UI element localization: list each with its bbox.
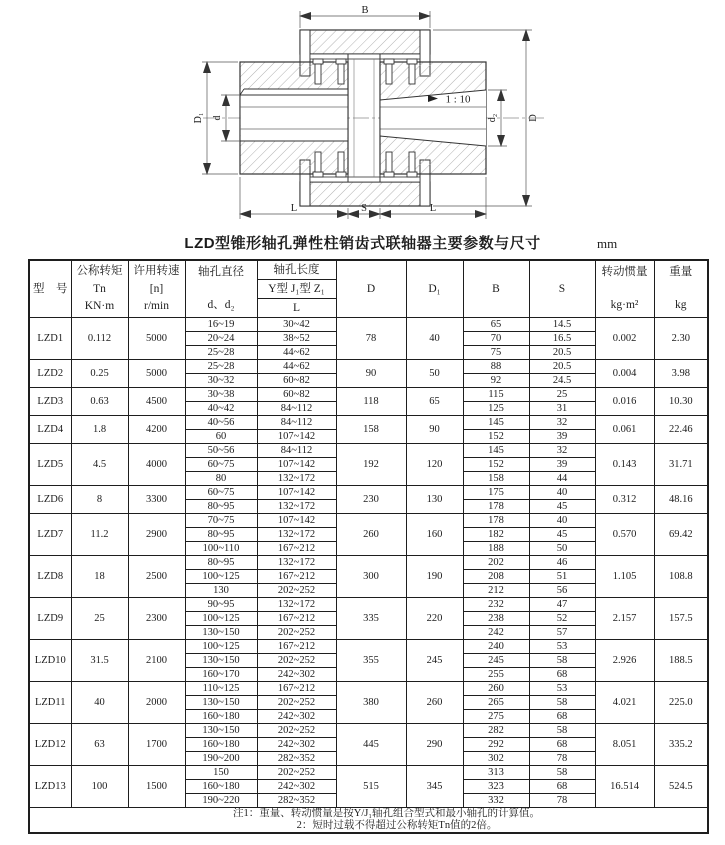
table-row <box>29 598 708 612</box>
bore-diameter-cell: 190~220 <box>185 794 257 808</box>
dim-D1-cell: 345 <box>406 766 463 808</box>
table-row <box>29 416 708 430</box>
inertia-cell: 0.143 <box>595 444 654 486</box>
bore-length-cell: 60~82 <box>257 374 336 388</box>
dim-S-cell: 58 <box>529 654 595 668</box>
dim-B-cell: 238 <box>463 612 529 626</box>
torque-cell: 31.5 <box>71 640 128 682</box>
dim-B-cell: 275 <box>463 710 529 724</box>
dim-D-cell: 118 <box>336 388 406 416</box>
bore-length-cell: 282~352 <box>257 794 336 808</box>
bore-diameter-cell: 40~56 <box>185 416 257 430</box>
inertia-cell: 4.021 <box>595 682 654 724</box>
dim-D1-cell: 50 <box>406 360 463 388</box>
inertia-cell: 2.157 <box>595 598 654 640</box>
dim-D1-cell: 130 <box>406 486 463 514</box>
note-2: 2：短时过载不得超过公称转矩Tn值的2倍。 <box>296 820 498 831</box>
dim-B-cell: 282 <box>463 724 529 738</box>
dim-B-cell: 178 <box>463 500 529 514</box>
sleeve-top <box>300 30 430 54</box>
unit-label: mm <box>597 236 618 251</box>
dim-S-cell: 68 <box>529 710 595 724</box>
speed-cell: 1700 <box>128 724 185 766</box>
dim-D-cell: 90 <box>336 360 406 388</box>
dim-S-cell: 25 <box>529 388 595 402</box>
model-cell: LZD3 <box>29 388 71 416</box>
technical-drawing <box>0 0 725 230</box>
dim-B-cell: 115 <box>463 388 529 402</box>
dim-B-cell: 70 <box>463 332 529 346</box>
dim-S-cell: 24.5 <box>529 374 595 388</box>
dim-B-cell: 332 <box>463 794 529 808</box>
weight-cell: 335.2 <box>654 724 708 766</box>
bore-length-cell: 167~212 <box>257 640 336 654</box>
torque-cell: 11.2 <box>71 514 128 556</box>
speed-cell: 2100 <box>128 640 185 682</box>
bore-diameter-cell: 80~95 <box>185 500 257 514</box>
speed-cell: 2000 <box>128 682 185 724</box>
weight-cell: 225.0 <box>654 682 708 724</box>
dim-B-cell: 313 <box>463 766 529 780</box>
bore-length-cell: 84~112 <box>257 444 336 458</box>
model-cell: LZD9 <box>29 598 71 640</box>
bore-length-cell: 202~252 <box>257 724 336 738</box>
inertia-cell: 0.061 <box>595 416 654 444</box>
bore-length-cell: 132~172 <box>257 528 336 542</box>
weight-cell: 2.30 <box>654 318 708 360</box>
torque-cell: 63 <box>71 724 128 766</box>
dim-S-cell: 31 <box>529 402 595 416</box>
col-header-inertia: 转动惯量 kg·m² <box>595 260 654 318</box>
dim-label-B: B <box>361 5 369 16</box>
inertia-cell: 16.514 <box>595 766 654 808</box>
col-header-D1: D₁ <box>406 260 463 318</box>
col-header-B: B <box>463 260 529 318</box>
table-row <box>29 444 708 458</box>
weight-cell: 31.71 <box>654 444 708 486</box>
note-1: 注1：重量、转动惯量是按Y/J₁轴孔组合型式和最小轴孔的计算值。 <box>233 808 540 819</box>
dim-S-cell: 51 <box>529 570 595 584</box>
bore-length-cell: 132~172 <box>257 598 336 612</box>
bore-diameter-cell: 30~32 <box>185 374 257 388</box>
dim-D1-cell: 160 <box>406 514 463 556</box>
inertia-cell: 0.570 <box>595 514 654 556</box>
taper-label: 1 : 10 <box>445 93 471 106</box>
bore-length-cell: 202~252 <box>257 654 336 668</box>
table-row <box>29 318 708 332</box>
dim-D1-cell: 65 <box>406 388 463 416</box>
weight-cell: 3.98 <box>654 360 708 388</box>
bore-length-cell: 242~302 <box>257 780 336 794</box>
dim-S-cell: 44 <box>529 472 595 486</box>
dim-B-cell: 188 <box>463 542 529 556</box>
speed-cell: 5000 <box>128 360 185 388</box>
bore-length-cell: 132~172 <box>257 556 336 570</box>
model-cell: LZD6 <box>29 486 71 514</box>
dim-B-cell: 65 <box>463 318 529 332</box>
coupling-drawing <box>0 0 725 230</box>
table-row <box>29 388 708 402</box>
dim-S-cell: 53 <box>529 640 595 654</box>
speed-cell: 4500 <box>128 388 185 416</box>
bore-diameter-cell: 90~95 <box>185 598 257 612</box>
model-cell: LZD8 <box>29 556 71 598</box>
notes-row <box>29 808 708 834</box>
bore-diameter-cell: 60~75 <box>185 458 257 472</box>
bore-length-cell: 107~142 <box>257 458 336 472</box>
bore-diameter-cell: 160~180 <box>185 780 257 794</box>
bore-diameter-cell: 80~95 <box>185 556 257 570</box>
col-header-weight: 重量 kg <box>654 260 708 318</box>
left-hub <box>240 62 348 174</box>
model-cell: LZD4 <box>29 416 71 444</box>
bore-length-cell: 30~42 <box>257 318 336 332</box>
page-title: LZD型锥形轴孔弹性柱销齿式联轴器主要参数与尺寸 <box>184 235 541 252</box>
bore-length-cell: 132~172 <box>257 472 336 486</box>
bore-length-cell: 84~112 <box>257 402 336 416</box>
bore-length-cell: 202~252 <box>257 696 336 710</box>
dim-B-cell: 242 <box>463 626 529 640</box>
dim-S-cell: 52 <box>529 612 595 626</box>
sleeve-top-lip <box>310 54 420 59</box>
dim-label-L-left: L <box>290 203 298 214</box>
dim-D1-cell: 90 <box>406 416 463 444</box>
dim-D-cell: 78 <box>336 318 406 360</box>
bore-length-cell: 202~252 <box>257 584 336 598</box>
bore-length-cell: 167~212 <box>257 570 336 584</box>
bore-length-cell: 167~212 <box>257 612 336 626</box>
bore-diameter-cell: 100~125 <box>185 570 257 584</box>
dim-B-cell: 302 <box>463 752 529 766</box>
bore-length-cell: 38~52 <box>257 332 336 346</box>
weight-cell: 69.42 <box>654 514 708 556</box>
bore-length-cell: 84~112 <box>257 416 336 430</box>
dim-S-cell: 53 <box>529 682 595 696</box>
dim-S-cell: 32 <box>529 416 595 430</box>
model-cell: LZD12 <box>29 724 71 766</box>
dim-B-cell: 208 <box>463 570 529 584</box>
dim-D1-cell: 290 <box>406 724 463 766</box>
dim-B-cell: 178 <box>463 514 529 528</box>
spec-table-body <box>29 318 708 808</box>
weight-cell: 188.5 <box>654 640 708 682</box>
torque-cell: 100 <box>71 766 128 808</box>
dim-B-cell: 255 <box>463 668 529 682</box>
bore-diameter-cell: 130~150 <box>185 696 257 710</box>
speed-cell: 1500 <box>128 766 185 808</box>
torque-cell: 8 <box>71 486 128 514</box>
torque-cell: 40 <box>71 682 128 724</box>
dim-label-D: D <box>528 114 539 122</box>
dim-B-cell: 323 <box>463 780 529 794</box>
torque-cell: 4.5 <box>71 444 128 486</box>
table-row <box>29 724 708 738</box>
model-cell: LZD1 <box>29 318 71 360</box>
dim-S-cell: 39 <box>529 458 595 472</box>
col-header-bore-diameter: 轴孔直径 d、d₂ <box>185 260 257 318</box>
bore-diameter-cell: 110~125 <box>185 682 257 696</box>
dim-D-cell: 300 <box>336 556 406 598</box>
col-header-speed: 许用转速 [n] r/min <box>128 260 185 318</box>
dim-S-cell: 68 <box>529 780 595 794</box>
weight-cell: 524.5 <box>654 766 708 808</box>
bore-length-cell: 44~62 <box>257 360 336 374</box>
speed-cell: 4200 <box>128 416 185 444</box>
dim-B-cell: 260 <box>463 682 529 696</box>
bore-diameter-cell: 130 <box>185 584 257 598</box>
bore-diameter-cell: 130~150 <box>185 724 257 738</box>
bore-diameter-cell: 30~38 <box>185 388 257 402</box>
dim-B-cell: 292 <box>463 738 529 752</box>
bore-length-cell: 242~302 <box>257 710 336 724</box>
speed-cell: 5000 <box>128 318 185 360</box>
dim-B-cell: 240 <box>463 640 529 654</box>
bore-length-cell: 242~302 <box>257 738 336 752</box>
speed-cell: 2500 <box>128 556 185 598</box>
bore-diameter-cell: 160~180 <box>185 738 257 752</box>
dim-D1-cell: 245 <box>406 640 463 682</box>
dim-B-cell: 88 <box>463 360 529 374</box>
bore-length-cell: 107~142 <box>257 514 336 528</box>
bore-diameter-cell: 160~170 <box>185 668 257 682</box>
bore-diameter-cell: 40~42 <box>185 402 257 416</box>
bore-diameter-cell: 60~75 <box>185 486 257 500</box>
bore-diameter-cell: 25~28 <box>185 360 257 374</box>
dim-S-cell: 58 <box>529 724 595 738</box>
col-header-S: S <box>529 260 595 318</box>
speed-cell: 2900 <box>128 514 185 556</box>
model-cell: LZD7 <box>29 514 71 556</box>
dim-B-cell: 175 <box>463 486 529 500</box>
inertia-cell: 0.004 <box>595 360 654 388</box>
table-row <box>29 360 708 374</box>
dim-B-cell: 245 <box>463 654 529 668</box>
bore-diameter-cell: 25~28 <box>185 346 257 360</box>
sleeve-bottom-lip <box>310 177 420 182</box>
bore-diameter-cell: 80 <box>185 472 257 486</box>
bore-diameter-cell: 50~56 <box>185 444 257 458</box>
bore-length-cell: 242~302 <box>257 668 336 682</box>
dim-B-cell: 265 <box>463 696 529 710</box>
bore-length-cell: 167~212 <box>257 542 336 556</box>
dim-S-cell: 20.5 <box>529 360 595 374</box>
bore-diameter-cell: 130~150 <box>185 654 257 668</box>
inertia-cell: 0.016 <box>595 388 654 416</box>
dim-S-cell: 32 <box>529 444 595 458</box>
bore-diameter-cell: 80~95 <box>185 528 257 542</box>
col-header-D: D <box>336 260 406 318</box>
inertia-cell: 2.926 <box>595 640 654 682</box>
dim-D-cell: 260 <box>336 514 406 556</box>
dim-B-cell: 145 <box>463 416 529 430</box>
right-hub <box>380 62 486 174</box>
torque-cell: 0.63 <box>71 388 128 416</box>
bore-diameter-cell: 60 <box>185 430 257 444</box>
dim-B-cell: 152 <box>463 430 529 444</box>
col-header-torque: 公称转矩 Tn KN·m <box>71 260 128 318</box>
dim-B-cell: 92 <box>463 374 529 388</box>
col-header-bore-length: 轴孔长度 Y型 J₁型 Z₁ L <box>257 260 336 318</box>
dim-B-cell: 232 <box>463 598 529 612</box>
dim-D-cell: 230 <box>336 486 406 514</box>
table-row <box>29 486 708 500</box>
bore-length-cell: 202~252 <box>257 766 336 780</box>
dim-S-cell: 78 <box>529 752 595 766</box>
inertia-cell: 8.051 <box>595 724 654 766</box>
dim-B-cell: 152 <box>463 458 529 472</box>
speed-cell: 2300 <box>128 598 185 640</box>
dim-B-cell: 145 <box>463 444 529 458</box>
dim-S-cell: 39 <box>529 430 595 444</box>
dim-D1-cell: 220 <box>406 598 463 640</box>
dim-S-cell: 46 <box>529 556 595 570</box>
bore-diameter-cell: 100~110 <box>185 542 257 556</box>
bore-diameter-cell: 150 <box>185 766 257 780</box>
bore-diameter-cell: 70~75 <box>185 514 257 528</box>
dim-B-cell: 158 <box>463 472 529 486</box>
torque-cell: 0.25 <box>71 360 128 388</box>
speed-cell: 3300 <box>128 486 185 514</box>
dim-D1-cell: 120 <box>406 444 463 486</box>
dim-S-cell: 40 <box>529 486 595 500</box>
inertia-cell: 0.002 <box>595 318 654 360</box>
bore-diameter-cell: 100~125 <box>185 640 257 654</box>
dim-label-L-right: L <box>429 203 437 214</box>
dim-B-cell: 212 <box>463 584 529 598</box>
torque-cell: 18 <box>71 556 128 598</box>
weight-cell: 108.8 <box>654 556 708 598</box>
dim-D-cell: 192 <box>336 444 406 486</box>
bore-length-cell: 44~62 <box>257 346 336 360</box>
table-row <box>29 766 708 780</box>
dim-D1-cell: 40 <box>406 318 463 360</box>
weight-cell: 10.30 <box>654 388 708 416</box>
dim-label-d2: d₂ <box>487 113 498 123</box>
dim-D-cell: 158 <box>336 416 406 444</box>
header-row <box>29 260 708 318</box>
bore-diameter-cell: 16~19 <box>185 318 257 332</box>
notes-cell <box>29 808 708 834</box>
model-cell: LZD10 <box>29 640 71 682</box>
dim-B-cell: 202 <box>463 556 529 570</box>
bore-diameter-cell: 160~180 <box>185 710 257 724</box>
table-row <box>29 682 708 696</box>
speed-cell: 4000 <box>128 444 185 486</box>
bore-length-cell: 167~212 <box>257 682 336 696</box>
dim-B-cell: 75 <box>463 346 529 360</box>
dim-S-cell: 45 <box>529 528 595 542</box>
bore-diameter-cell: 130~150 <box>185 626 257 640</box>
torque-cell: 0.112 <box>71 318 128 360</box>
dim-label-d: d <box>212 115 223 121</box>
dim-S-cell: 45 <box>529 500 595 514</box>
model-cell: LZD2 <box>29 360 71 388</box>
dim-S-cell: 47 <box>529 598 595 612</box>
dim-D-cell: 355 <box>336 640 406 682</box>
bore-length-cell: 202~252 <box>257 626 336 640</box>
dim-D1-cell: 190 <box>406 556 463 598</box>
dim-S-cell: 56 <box>529 584 595 598</box>
model-cell: LZD5 <box>29 444 71 486</box>
model-cell: LZD11 <box>29 682 71 724</box>
dim-S-cell: 14.5 <box>529 318 595 332</box>
title-row <box>0 231 725 256</box>
bore-length-cell: 132~172 <box>257 500 336 514</box>
dim-D-cell: 515 <box>336 766 406 808</box>
inertia-cell: 1.105 <box>595 556 654 598</box>
dim-D-cell: 335 <box>336 598 406 640</box>
bore-length-cell: 282~352 <box>257 752 336 766</box>
bore-length-cell: 60~82 <box>257 388 336 402</box>
dim-S-cell: 20.5 <box>529 346 595 360</box>
table-row <box>29 640 708 654</box>
dim-label-D1: D₁ <box>193 112 204 124</box>
dim-B-cell: 125 <box>463 402 529 416</box>
bore-length-cell: 107~142 <box>257 486 336 500</box>
bore-diameter-cell: 20~24 <box>185 332 257 346</box>
dim-S-cell: 58 <box>529 766 595 780</box>
torque-cell: 25 <box>71 598 128 640</box>
dim-S-cell: 50 <box>529 542 595 556</box>
dim-S-cell: 68 <box>529 668 595 682</box>
dim-S-cell: 78 <box>529 794 595 808</box>
dim-S-cell: 58 <box>529 696 595 710</box>
inertia-cell: 0.312 <box>595 486 654 514</box>
spec-table <box>28 259 709 834</box>
dim-S-cell: 57 <box>529 626 595 640</box>
dim-D-cell: 445 <box>336 724 406 766</box>
dim-S-cell: 68 <box>529 738 595 752</box>
dim-D1-cell: 260 <box>406 682 463 724</box>
dim-B-cell: 182 <box>463 528 529 542</box>
table-row <box>29 514 708 528</box>
dim-S-cell: 40 <box>529 514 595 528</box>
torque-cell: 1.8 <box>71 416 128 444</box>
bore-length-cell: 107~142 <box>257 430 336 444</box>
model-cell: LZD13 <box>29 766 71 808</box>
bore-diameter-cell: 100~125 <box>185 612 257 626</box>
weight-cell: 157.5 <box>654 598 708 640</box>
dim-D-cell: 380 <box>336 682 406 724</box>
weight-cell: 48.16 <box>654 486 708 514</box>
table-row <box>29 556 708 570</box>
weight-cell: 22.46 <box>654 416 708 444</box>
dim-label-S: S <box>361 203 367 214</box>
bore-diameter-cell: 190~200 <box>185 752 257 766</box>
col-header-model: 型 号 <box>29 260 71 318</box>
dim-S-cell: 16.5 <box>529 332 595 346</box>
